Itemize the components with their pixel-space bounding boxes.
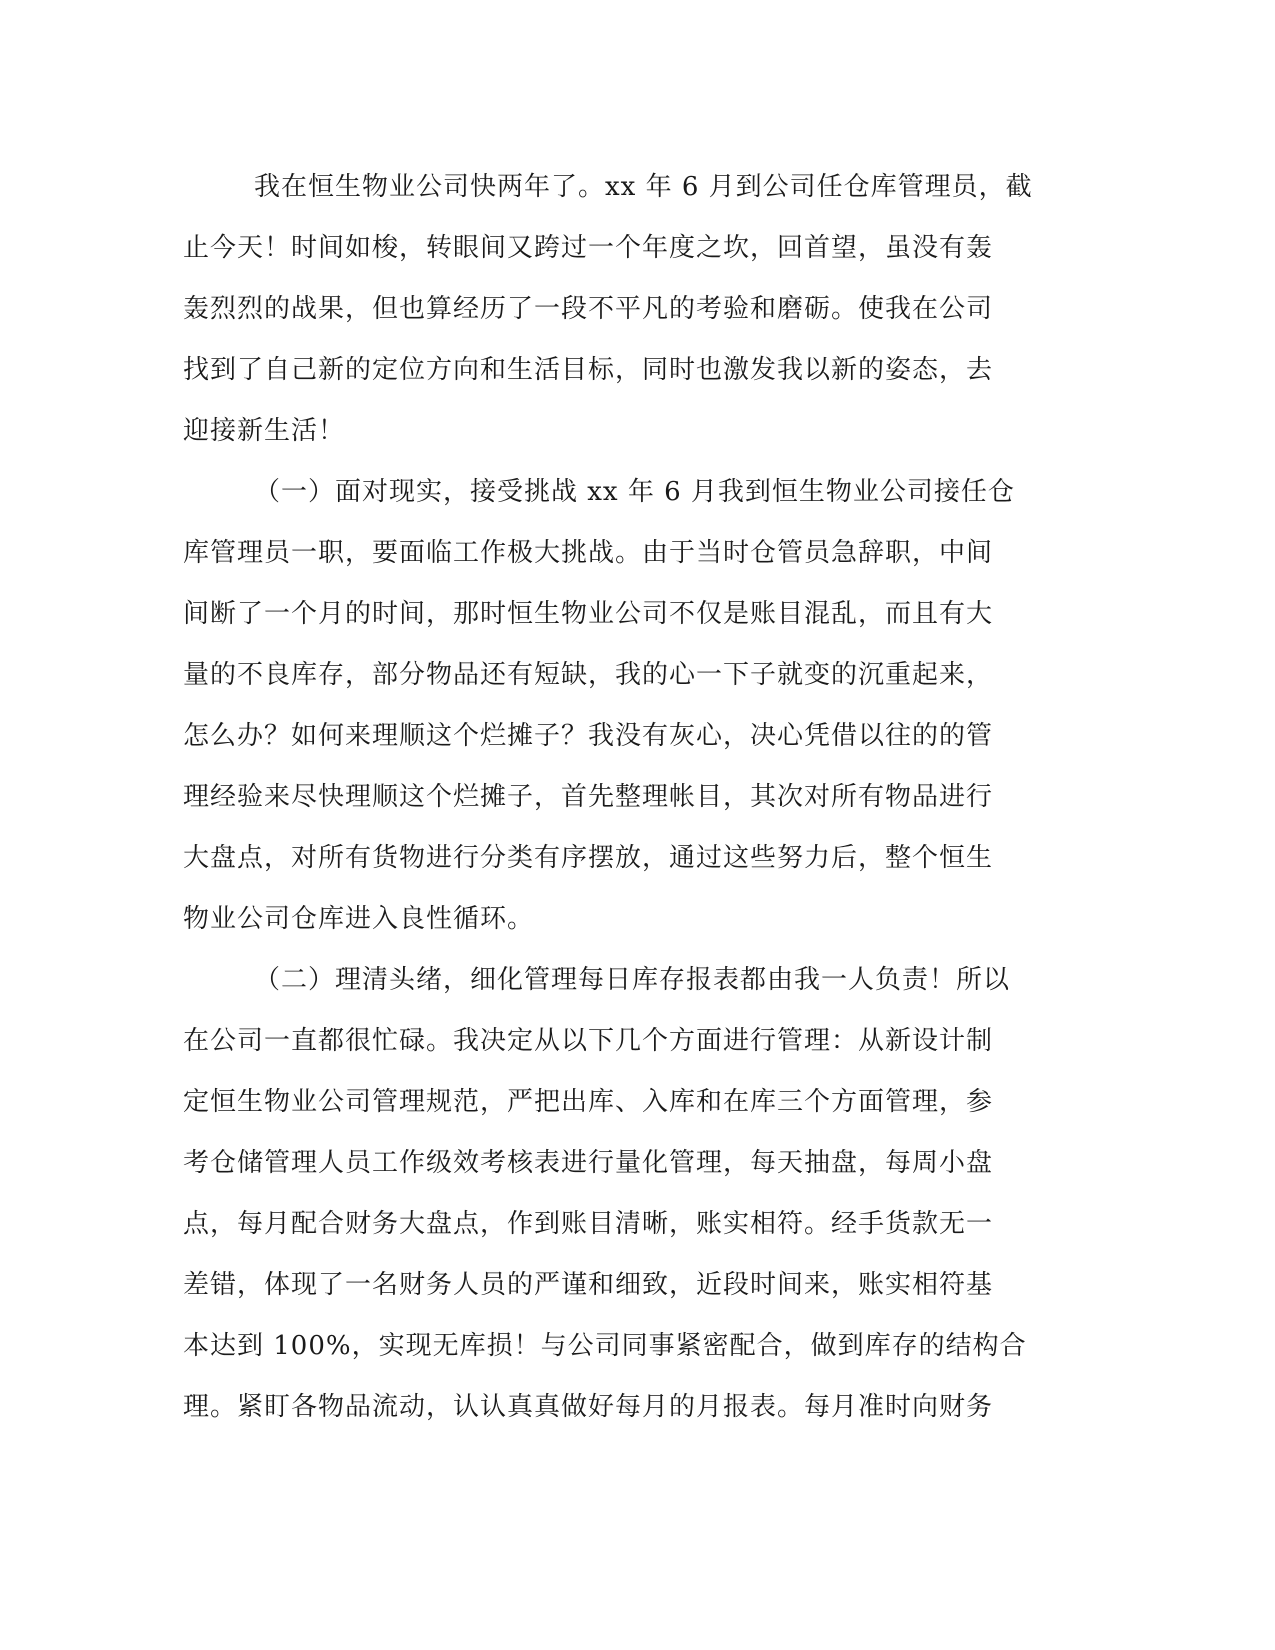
text-line: 考仓储管理人员工作级效考核表进行量化管理，每天抽盘，每周小盘 bbox=[183, 1148, 994, 1178]
text-line: 物业公司仓库进入良性循环。 bbox=[183, 904, 535, 934]
paragraph-3 bbox=[183, 950, 1063, 1438]
text-line: 理。紧盯各物品流动，认认真真做好每月的月报表。每月准时向财务 bbox=[183, 1392, 994, 1422]
paragraph-1 bbox=[183, 157, 1063, 462]
text-line: 定恒生物业公司管理规范，严把出库、入库和在库三个方面管理，参 bbox=[183, 1087, 994, 1117]
text-line: 差错，体现了一名财务人员的严谨和细致，近段时间来，账实相符基 bbox=[183, 1270, 994, 1300]
text-line: 库管理员一职，要面临工作极大挑战。由于当时仓管员急辞职，中间 bbox=[183, 538, 994, 568]
text-line: 找到了自己新的定位方向和生活目标，同时也激发我以新的姿态，去 bbox=[183, 355, 994, 385]
text-line: 本达到 100%，实现无库损！与公司同事紧密配合，做到库存的结构合 bbox=[183, 1331, 1027, 1361]
document-body bbox=[183, 157, 1063, 1438]
text-line: 点，每月配合财务大盘点，作到账目清晰，账实相符。经手货款无一 bbox=[183, 1209, 994, 1239]
text-line: 迎接新生活！ bbox=[183, 416, 346, 446]
text-line: 怎么办？如何来理顺这个烂摊子？我没有灰心，决心凭借以往的的管 bbox=[183, 721, 994, 751]
text-line: 理经验来尽快理顺这个烂摊子，首先整理帐目，其次对所有物品进行 bbox=[183, 782, 994, 812]
text-line: 量的不良库存，部分物品还有短缺，我的心一下子就变的沉重起来， bbox=[183, 660, 994, 690]
text-line: 间断了一个月的时间，那时恒生物业公司不仅是账目混乱，而且有大 bbox=[183, 599, 994, 629]
text-line: （一）面对现实，接受挑战 xx 年 6 月我到恒生物业公司接任仓 bbox=[254, 477, 1015, 507]
text-line: 在公司一直都很忙碌。我决定从以下几个方面进行管理：从新设计制 bbox=[183, 1026, 994, 1056]
text-line: 大盘点，对所有货物进行分类有序摆放，通过这些努力后，整个恒生 bbox=[183, 843, 994, 873]
text-line: 止今天！时间如梭，转眼间又跨过一个年度之坎，回首望，虽没有轰 bbox=[183, 233, 994, 263]
text-line: （二）理清头绪，细化管理每日库存报表都由我一人负责！所以 bbox=[254, 965, 1011, 995]
text-line: 我在恒生物业公司快两年了。xx 年 6 月到公司任仓库管理员，截 bbox=[254, 172, 1033, 202]
text-line: 轰烈烈的战果，但也算经历了一段不平凡的考验和磨砺。使我在公司 bbox=[183, 294, 994, 324]
paragraph-2 bbox=[183, 462, 1063, 950]
